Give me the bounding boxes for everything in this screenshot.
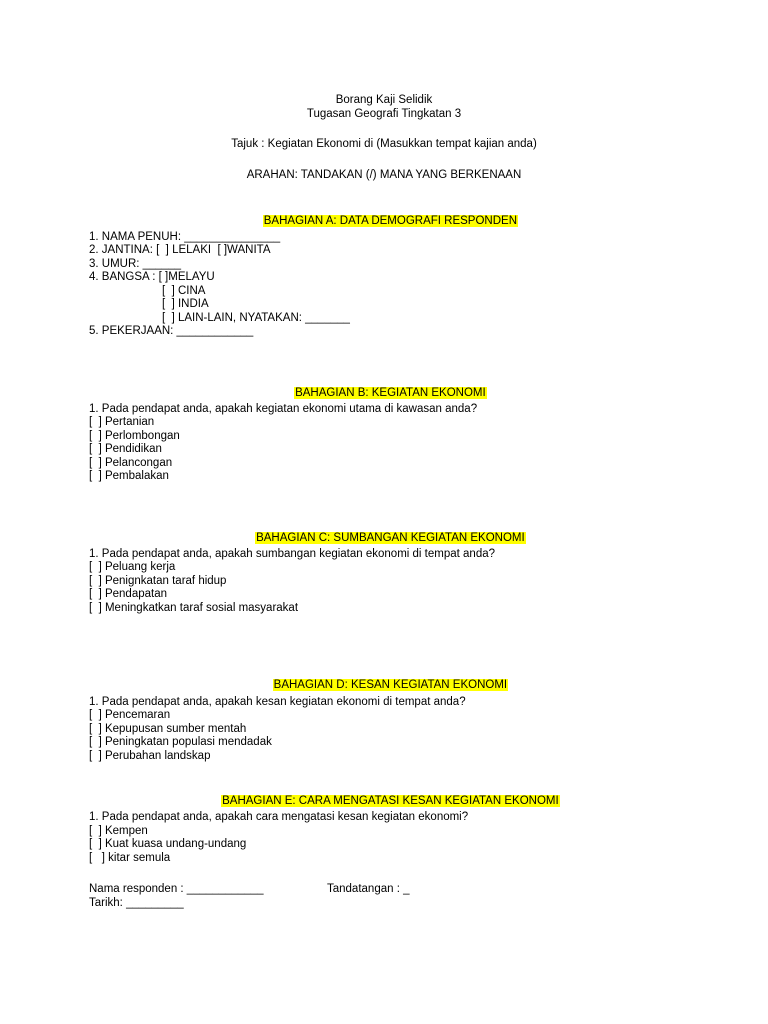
race-option-other[interactable]: [ ] LAIN-LAIN, NYATAKAN: _______ <box>162 312 350 324</box>
age-field[interactable]: 3. UMUR: ______ <box>89 258 182 270</box>
section-b-option[interactable]: [ ] Pelancongan <box>89 457 173 469</box>
race-option-india[interactable]: [ ] INDIA <box>162 298 209 310</box>
section-e-heading: BAHAGIAN E: CARA MENGATASI KESAN KEGIATAN EKONOMI <box>222 795 559 807</box>
section-e-option[interactable]: [ ] Kuat kuasa undang-undang <box>89 838 247 850</box>
section-c-question: 1. Pada pendapat anda, apakah sumbangan kegiatan ekonomi di tempat anda? <box>89 548 496 560</box>
occupation-field[interactable]: 5. PEKERJAAN: ____________ <box>89 325 254 337</box>
section-e-option[interactable]: [ ] Kempen <box>89 825 148 837</box>
section-b-heading: BAHAGIAN B: KEGIATAN EKONOMI <box>295 387 486 399</box>
section-b-option[interactable]: [ ] Pembalakan <box>89 470 169 482</box>
section-b-option[interactable]: [ ] Perlombongan <box>89 430 180 442</box>
race-option-cina[interactable]: [ ] CINA <box>162 285 206 297</box>
section-c-option[interactable]: [ ] Meningkatkan taraf sosial masyarakat <box>89 602 299 614</box>
section-c-option[interactable]: [ ] Pendapatan <box>89 588 168 600</box>
section-d-option[interactable]: [ ] Perubahan landskap <box>89 750 211 762</box>
section-d-option[interactable]: [ ] Kepupusan sumber mentah <box>89 723 247 735</box>
section-c-option[interactable]: [ ] Peluang kerja <box>89 561 176 573</box>
section-b-option[interactable]: [ ] Pendidikan <box>89 443 162 455</box>
section-d-option[interactable]: [ ] Peningkatan populasi mendadak <box>89 736 272 748</box>
full-name-field[interactable]: 1. NAMA PENUH: _______________ <box>89 231 281 243</box>
section-b-question: 1. Pada pendapat anda, apakah kegiatan ekonomi utama di kawasan anda? <box>89 403 478 415</box>
section-c-option[interactable]: [ ] Penignkatan taraf hidup <box>89 575 227 587</box>
topic-line: Tajuk : Kegiatan Ekonomi di (Masukkan tempat kajian anda) <box>231 138 537 150</box>
section-d-heading: BAHAGIAN D: KESAN KEGIATAN EKONOMI <box>273 679 508 691</box>
gender-field[interactable]: 2. JANTINA: [ ] LELAKI [ ]WANITA <box>89 244 271 256</box>
section-e-option[interactable]: [ ] kitar semula <box>89 852 171 864</box>
instruction-line: ARAHAN: TANDAKAN (/) MANA YANG BERKENAAN <box>246 169 522 181</box>
section-d-option[interactable]: [ ] Pencemaran <box>89 709 171 721</box>
section-d-question: 1. Pada pendapat anda, apakah kesan kegiatan ekonomi di tempat anda? <box>89 696 466 708</box>
section-a-heading: BAHAGIAN A: DATA DEMOGRAFI RESPONDEN <box>263 215 518 227</box>
race-field[interactable]: 4. BANGSA : [ ]MELAYU <box>89 271 215 283</box>
date-field[interactable]: Tarikh: _________ <box>89 897 184 909</box>
section-b-option[interactable]: [ ] Pertanian <box>89 416 155 428</box>
document-subtitle: Tugasan Geografi Tingkatan 3 <box>306 108 462 120</box>
signature-field[interactable]: Tandatangan : _ <box>327 883 410 895</box>
document-title: Borang Kaji Selidik <box>335 94 433 106</box>
section-e-question: 1. Pada pendapat anda, apakah cara mengatasi kesan kegiatan ekonomi? <box>89 811 469 823</box>
section-c-heading: BAHAGIAN C: SUMBANGAN KEGIATAN EKONOMI <box>256 532 525 544</box>
respondent-name-field[interactable]: Nama responden : ____________ <box>89 883 264 895</box>
